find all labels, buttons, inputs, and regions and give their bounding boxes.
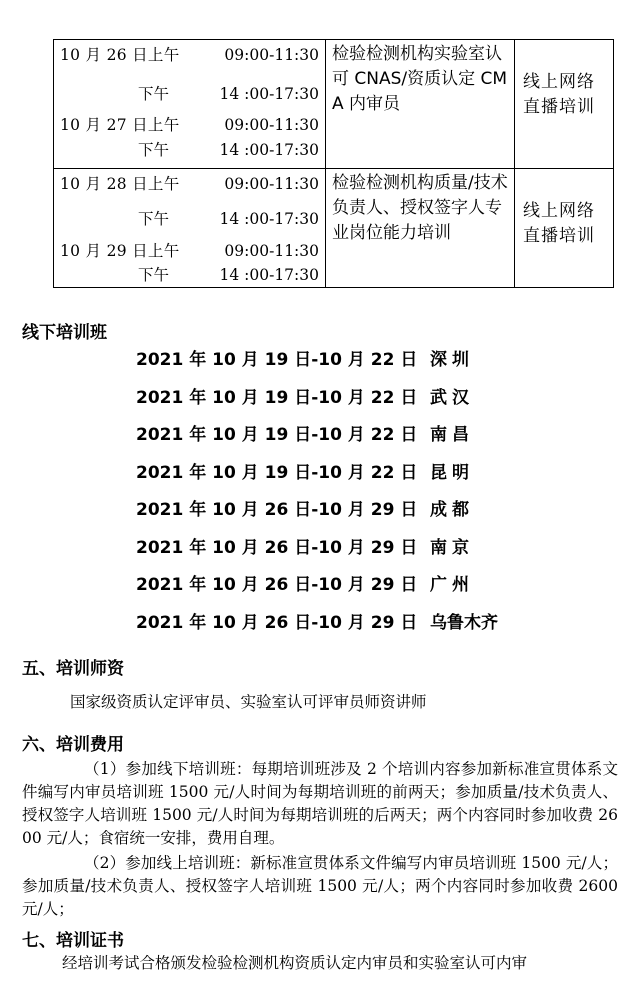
list-item xyxy=(0,496,640,534)
time-line xyxy=(60,139,319,161)
list-item xyxy=(0,346,640,384)
offline-heading: 线下培训班 xyxy=(22,323,107,343)
training-mode: 线上网络直播培训 xyxy=(523,72,595,117)
time-range: 09:00-11:30 xyxy=(224,46,319,64)
session-city: 成都 xyxy=(430,500,474,520)
day-label: 下午 xyxy=(137,141,169,159)
course-cell xyxy=(326,169,515,288)
list-item xyxy=(0,384,640,422)
session-dates: 2021 年 10 月 19 日-10 月 22 日 xyxy=(136,387,418,408)
session-dates: 2021 年 10 月 26 日-10 月 29 日 xyxy=(136,612,418,633)
fees-paragraph-online: （2）参加线上培训班：新标准宣贯体系文件编写内审员培训班 1500 元/人；参加质量/技术负责人、授权签字人培训班 1500 元/人；两个内容同时参加收费 2600 元/人； xyxy=(22,854,618,918)
list-item xyxy=(0,534,640,572)
time-range: 14 :00-17:30 xyxy=(219,85,319,103)
list-item xyxy=(0,459,640,497)
list-item xyxy=(0,421,640,459)
training-mode: 线上网络直播培训 xyxy=(523,201,595,246)
session-city: 深圳 xyxy=(430,350,474,370)
session-city: 乌鲁木齐 xyxy=(430,612,498,633)
time-line xyxy=(60,264,319,286)
day-label: 10 月 26 日上午 xyxy=(60,46,180,64)
certificate-text: 经培训考试合格颁发检验检测机构资质认定内审员和实验室认可内审 xyxy=(62,954,528,972)
session-dates: 2021 年 10 月 19 日-10 月 22 日 xyxy=(136,425,418,445)
section-heading-fees: 六、培训费用 xyxy=(22,735,124,755)
table-row xyxy=(54,40,614,169)
session-dates: 2021 年 10 月 26 日-10 月 29 日 xyxy=(136,575,418,595)
time-cell xyxy=(54,169,326,288)
fees-paragraph-offline: （1）参加线下培训班：每期培训班涉及 2 个培训内容参加新标准宣贯体系文件编写内审员培训班 1500 元/人时间为每期培训班的前两天；参加质量/技术负责人、授权签字人培训班 1500 元/人时间为每期培训班的后两天；两个内容同时参加收费 2600 元/人；食宿统一安排，费用自理。 xyxy=(22,760,618,847)
time-range: 14 :00-17:30 xyxy=(219,141,319,159)
time-range: 14 :00-17:30 xyxy=(219,210,319,228)
table-row xyxy=(54,169,614,288)
list-item xyxy=(0,571,640,609)
time-line xyxy=(60,240,319,262)
section-heading-certificate: 七、培训证书 xyxy=(22,931,124,951)
session-dates: 2021 年 10 月 26 日-10 月 29 日 xyxy=(136,537,418,558)
teachers-text: 国家级资质认定评审员、实验室认可评审员师资讲师 xyxy=(70,693,427,711)
time-line xyxy=(60,44,319,66)
day-label: 下午 xyxy=(137,85,169,103)
mode-cell xyxy=(515,169,614,288)
session-city: 南京 xyxy=(430,537,474,558)
session-city: 广州 xyxy=(430,575,474,595)
course-cell xyxy=(326,40,515,169)
time-range: 14 :00-17:30 xyxy=(219,266,319,284)
time-line xyxy=(60,208,319,230)
list-item xyxy=(0,609,640,647)
session-city: 南昌 xyxy=(430,425,474,445)
time-range: 09:00-11:30 xyxy=(224,242,319,260)
time-range: 09:00-11:30 xyxy=(224,116,319,134)
session-city: 武汉 xyxy=(430,387,474,408)
mode-cell xyxy=(515,40,614,169)
day-label: 10 月 28 日上午 xyxy=(60,175,180,193)
day-label: 10 月 27 日上午 xyxy=(60,116,180,134)
session-dates: 2021 年 10 月 19 日-10 月 22 日 xyxy=(136,462,418,483)
time-line xyxy=(60,173,319,195)
course-name: 检验检测机构实验室认可 CNAS/资质认定 CMA 内审员 xyxy=(332,44,508,114)
session-dates: 2021 年 10 月 19 日-10 月 22 日 xyxy=(136,350,418,370)
session-city: 昆明 xyxy=(430,462,474,483)
section-heading-teachers: 五、培训师资 xyxy=(22,659,124,679)
day-label: 下午 xyxy=(137,210,169,228)
day-label: 10 月 29 日上午 xyxy=(60,242,180,260)
day-label: 下午 xyxy=(137,266,169,284)
session-dates: 2021 年 10 月 26 日-10 月 29 日 xyxy=(136,500,418,520)
time-line xyxy=(60,83,319,105)
time-range: 09:00-11:30 xyxy=(224,175,319,193)
course-name: 检验检测机构质量/技术负责人、授权签字人专业岗位能力培训 xyxy=(332,173,508,243)
time-line xyxy=(60,114,319,136)
schedule-table xyxy=(53,39,614,288)
time-cell xyxy=(54,40,326,169)
offline-list xyxy=(0,346,640,646)
